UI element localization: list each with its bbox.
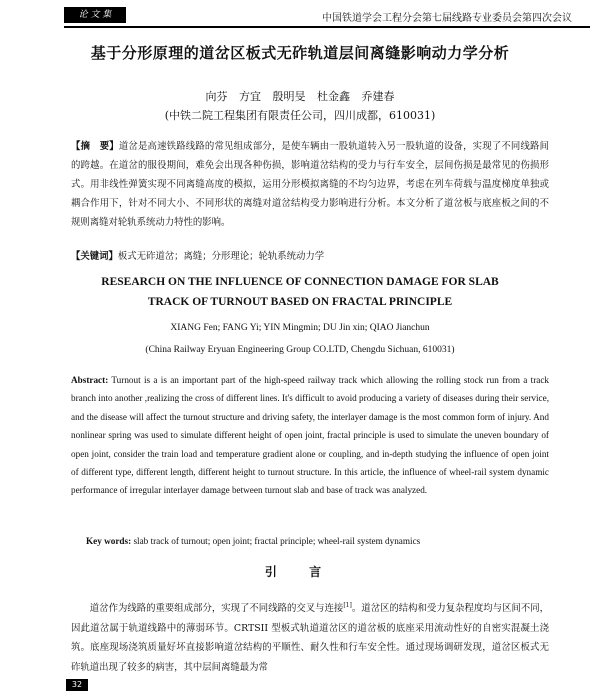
english-abstract-text: Turnout is a is an important part of the high-speed railway track which allowing the rolling stock run from a track branch into another ,realizing the cross of different lines. It's difficult to avoid producing a variety of diseases during their service, and the disease will affect the turnout structure and driving safety, the interlayer damage is the most common form of injury. And nonlinear spring was used to simulate different height of open joint, fractal principle is used to simulate the uneven boundary of open joint, consider the train load and temperature gradient alone or coupling, and in-depth studying the influence of open joint of different type, different length, different height to turnout structure. In this article, the influence of wheel-rail system dynamic performance of irregular interlayer damage between turnout slab and base of track was analyzed. [71,375,549,496]
english-keywords-label: Key words: [86,536,132,546]
chinese-abstract-text: 道岔是高速铁路线路的常见组成部分，是使车辆由一股轨道转入另一股轨道的设备，实现了不同线路间的跨越。在道岔的服役期间，难免会出现各种伤损，影响道岔结构的受力与行车安全，层间伤损是最常见的伤损形式。用非线性弹簧实现不同离缝高度的模拟，运用分形模拟离缝的不均匀边界，考虑在列车荷载与温度梯度单独或耦合作用下，针对不同大小、不同形状的离缝对道岔结构受力影响进行分析。本文分析了道岔板与底座板之间的不规则离缝对轮轨系统动力特性的影响。 [71,141,549,228]
page-number: 32 [66,679,88,691]
chinese-abstract-label: 【摘 要】 [71,141,119,152]
conference-name: 中国铁道学会工程分会第七届线路专业委员会第四次会议 [322,13,572,24]
chinese-keywords-label: 【关键词】 [71,251,118,262]
english-title [0,272,600,312]
introduction-paragraph [71,596,549,677]
section-heading-introduction: 引 言 [264,565,336,579]
chinese-authors: 向芬 方宜 殷明旻 杜金鑫 乔建春 [205,90,395,103]
english-keywords-text: slab track of turnout; open joint; fractal principle; wheel-rail system dynamics [133,536,421,546]
paragraph-text-rest: 。道岔区的结构和受力复杂程度均与区间不同，因此道岔属于轨道线路中的薄弱环节。CRTSII 型板式轨道道岔区的道岔板的底座采用流动性好的自密实混凝土浇筑。底座现场浇筑质量好坏直接影响道岔结构的平顺性、耐久性和行车安全性。通过现场调研发现，道岔区板式无砟轨道出现了较多的病害，其中层间离缝最为常 [71,603,549,673]
reference-marker: [1] [343,602,352,609]
english-authors: XIANG Fen; FANG Yi; YIN Mingmin; DU Jin xin; QIAO Jianchun [170,323,430,333]
chinese-title: 基于分形原理的道岔区板式无砟轨道层间离缝影响动力学分析 [90,44,510,62]
chinese-abstract [71,137,549,232]
english-title-line-2: TRACK OF TURNOUT BASED ON FRACTAL PRINCIPLE [147,296,453,308]
paragraph-text-start: 道岔作为线路的重要组成部分，实现了不同线路的交叉与连接 [89,603,344,615]
english-title-line-1: RESEARCH ON THE INFLUENCE OF CONNECTION DAMAGE FOR SLAB [101,276,499,288]
chinese-keywords-text: 板式无砟道岔；离缝；分形理论；轮轨系统动力学 [117,251,325,262]
english-affiliation: (China Railway Eryuan Engineering Group CO.LTD, Chengdu Sichuan, 610031) [145,345,455,355]
chinese-affiliation: (中铁二院工程集团有限责任公司，四川成都，610031) [164,109,436,122]
english-abstract [71,371,549,500]
chinese-keywords [71,248,549,262]
english-abstract-label: Abstract: [71,375,109,385]
english-keywords [86,536,556,546]
section-tag: 论 文 集 [64,7,126,23]
